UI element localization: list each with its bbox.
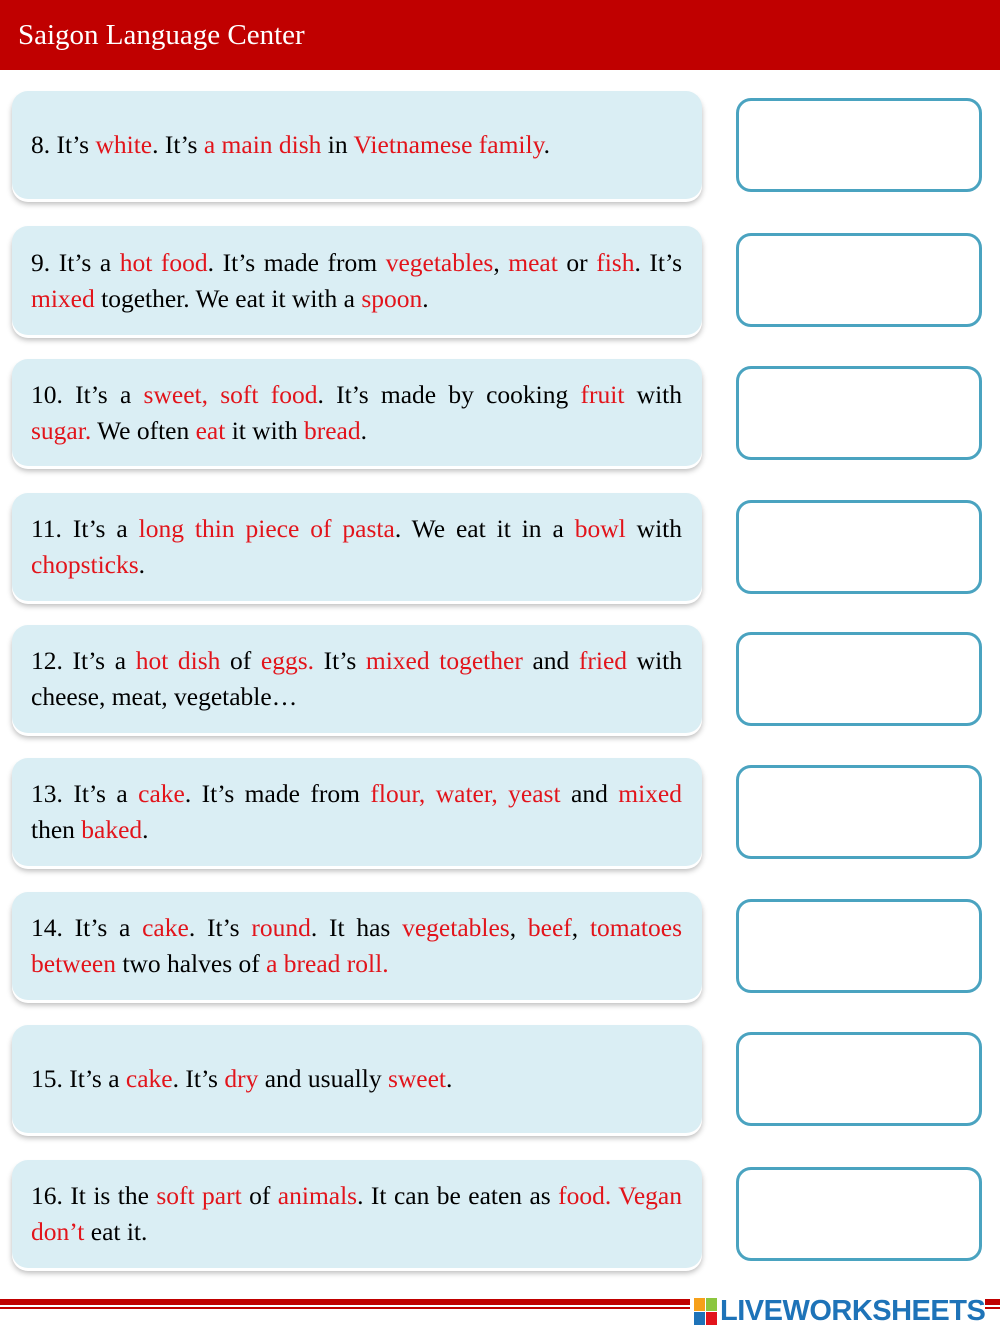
question-card [12,359,702,466]
keyword-highlight: eggs. [260,646,315,675]
question-text [31,776,682,848]
question-text-segment: . It’s [172,1064,225,1093]
question-text-segment: then [31,815,82,844]
liveworksheets-cube-icon [694,1297,718,1325]
liveworksheets-logo [690,1293,985,1329]
keyword-highlight: vegetables [402,913,510,942]
question-text-segment: . It’s [634,247,683,277]
question-text-segment: or [557,247,597,277]
question-text-segment: . [543,130,551,159]
question-text-segment: together. We eat it with a [94,283,362,313]
question-text-segment: . It has [310,913,403,942]
keyword-highlight: hot food [119,247,208,277]
question-text-segment: with [624,379,683,409]
keyword-highlight: beef [527,913,572,942]
question-text-segment: It’s a [72,646,136,675]
question-text-segment: It’s a [72,514,139,543]
question-number: 9. [31,247,51,277]
question-text-segment: , [571,913,590,942]
question-text-segment: . [142,815,149,844]
question-text-segment: and [522,646,579,675]
question-text-segment: , [509,913,528,942]
keyword-highlight: tomatoes between [31,913,683,978]
question-text-segment: . [446,1064,453,1093]
question-text-segment: . It’s made from [207,247,386,277]
question-card [12,493,702,601]
question-text-segment: It’s a [73,779,139,808]
question-text [31,643,682,715]
keyword-highlight: Vietnamese family [353,130,544,159]
question-text-segment: It’s a [74,913,143,942]
keyword-highlight: mixed [31,283,95,313]
keyword-highlight: hot dish [135,646,221,675]
answer-box[interactable] [736,366,982,460]
keyword-highlight: sugar. [31,415,92,445]
question-card [12,1025,702,1133]
answer-box[interactable] [736,1032,982,1126]
question-text [31,1178,682,1250]
question-text-segment: We often [91,415,196,445]
liveworksheets-brand: LIVEWORKSHEETS [720,1294,986,1327]
keyword-highlight: sweet [387,1064,447,1093]
question-text-segment: . It can be eaten as [357,1181,559,1210]
question-number: 11. [31,514,62,543]
question-number: 15. [31,1064,63,1093]
question-text-segment: with cheese, meat, vegetable… [31,646,682,711]
question-text-segment: It’s [314,646,366,675]
question-text-segment: with [625,514,683,543]
question-card [12,226,702,335]
question-number: 14. [31,913,63,942]
keyword-highlight: dry [224,1064,259,1093]
question-text-segment: It’s a [69,1064,126,1093]
question-text-segment: in [321,130,354,159]
question-text [31,1061,682,1097]
question-text-segment: . It’s [152,130,204,159]
answer-box[interactable] [736,899,982,993]
question-number: 13. [31,779,63,808]
keyword-highlight: soft part [156,1181,242,1210]
question-text-segment: two halves of [115,949,267,978]
question-card [12,91,702,199]
keyword-highlight: chopsticks [31,550,139,579]
question-text-segment: It’s a [75,379,144,409]
question-text-segment: . [360,415,367,445]
keyword-highlight: spoon [361,283,423,313]
answer-box[interactable] [736,1167,982,1261]
keyword-highlight: bread [303,415,361,445]
header-title: Saigon Language Center [18,18,305,51]
question-text-segment: . [138,550,146,579]
question-text-segment: and usually [258,1064,388,1093]
keyword-highlight: food. Vegan don’t [31,1181,682,1246]
question-text-segment: It is the [70,1181,157,1210]
keyword-highlight: fried [578,646,628,675]
keyword-highlight: fish [596,247,635,277]
question-card [12,625,702,733]
answer-box[interactable] [736,500,982,594]
keyword-highlight: cake [142,913,189,942]
keyword-highlight: vegetables [385,247,494,277]
question-number: 10. [31,379,63,409]
question-text-segment: It’s [56,130,96,159]
answer-box[interactable] [736,98,982,192]
question-text-segment: eat it. [84,1217,148,1246]
question-text-segment: of [241,1181,278,1210]
question-text-segment: . It’s made by cooking [317,379,581,409]
keyword-highlight: flour, water, yeast [370,779,561,808]
question-text-segment: . [422,283,429,313]
question-text [31,511,682,583]
question-number: 8. [31,130,51,159]
keyword-highlight: animals [277,1181,358,1210]
keyword-highlight: fruit [580,379,625,409]
question-text-segment: It’s a [58,247,120,277]
question-text [31,245,682,317]
question-card [12,758,702,866]
keyword-highlight: a main dish [203,130,322,159]
header-bar [0,0,1000,70]
keyword-highlight: eat [195,415,226,445]
keyword-highlight: meat [508,247,558,277]
keyword-highlight: cake [125,1064,173,1093]
question-number: 16. [31,1181,63,1210]
question-text-segment: it with [225,415,304,445]
keyword-highlight: mixed [618,779,683,808]
answer-box[interactable] [736,765,982,859]
keyword-highlight: cake [138,779,185,808]
keyword-highlight: long thin piece of pasta [138,514,395,543]
keyword-highlight: bowl [574,514,626,543]
keyword-highlight: mixed together [365,646,523,675]
question-card [12,892,702,1000]
question-text [31,910,682,982]
question-text-segment: , [493,247,509,277]
keyword-highlight: sweet, soft food [143,379,318,409]
question-text [31,127,682,163]
question-text-segment: . It’s made from [184,779,371,808]
question-text-segment: . It’s [188,913,252,942]
question-text-segment: of [220,646,261,675]
answer-box[interactable] [736,233,982,327]
keyword-highlight: a bread roll. [266,949,389,978]
keyword-highlight: white [95,130,153,159]
keyword-highlight: round [251,913,311,942]
question-text-segment: and [560,779,619,808]
answer-box[interactable] [736,632,982,726]
question-card [12,1160,702,1268]
keyword-highlight: baked [81,815,143,844]
question-number: 12. [31,646,63,675]
question-text-segment: . We eat it in a [394,514,575,543]
question-text [31,377,682,449]
